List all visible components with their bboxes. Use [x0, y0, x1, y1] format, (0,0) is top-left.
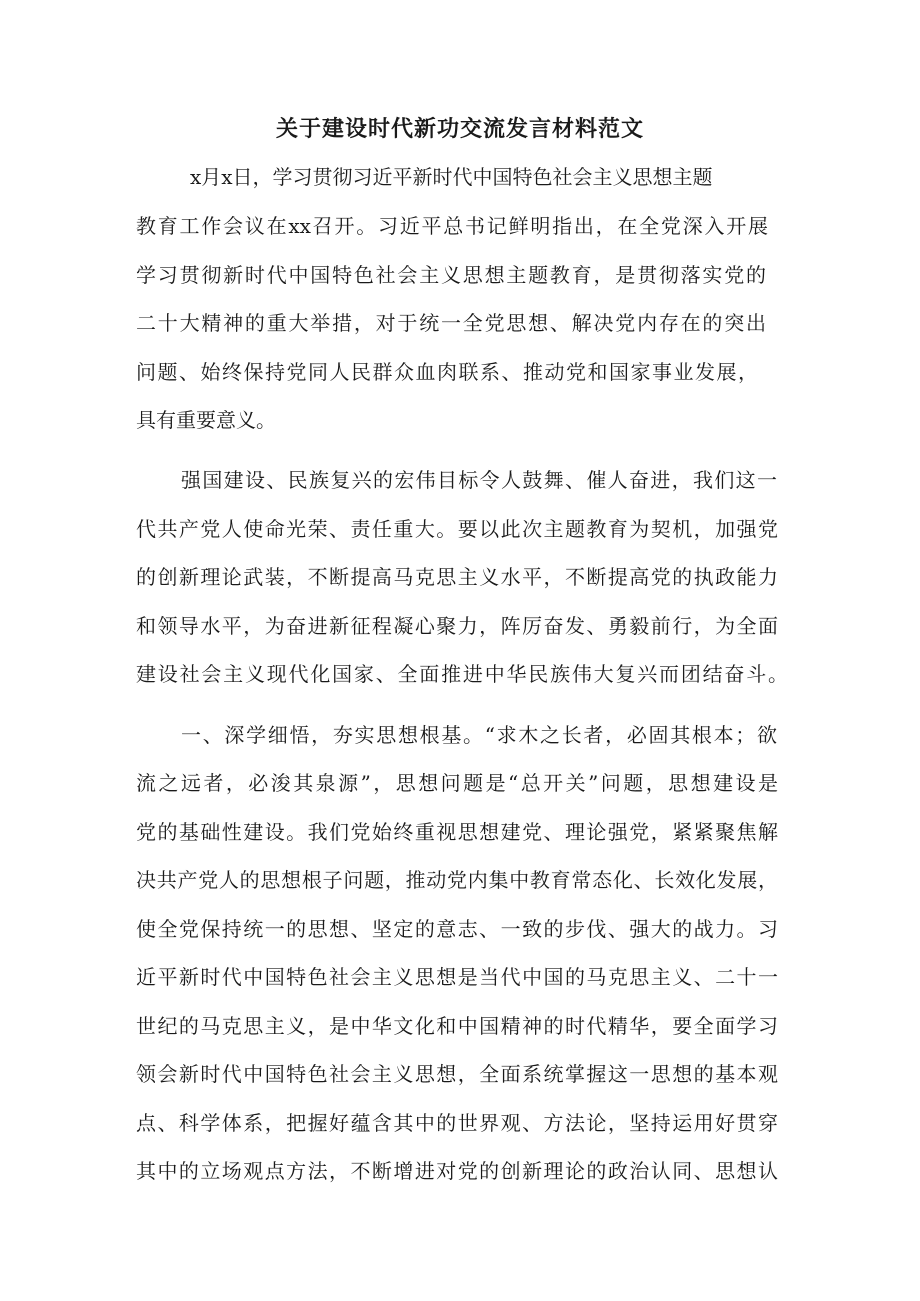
- paragraph-line: 流之远者，必浚其泉源”，思想问题是“总开关”问题，思想建设是: [136, 771, 778, 795]
- paragraph-line: 其中的立场观点方法，不断增进对党的创新理论的政治认同、思想认: [136, 1159, 778, 1183]
- paragraph-line: 问题、始终保持党同人民群众血肉联系、推动党和国家事业发展，: [136, 360, 758, 384]
- paragraph-line: 一、深学细悟，夯实思想根基。“求木之长者，必固其根本；欲: [181, 723, 777, 747]
- paragraph-line: 的创新理论武装，不断提高马克思主义水平，不断提高党的执政能力: [136, 565, 778, 589]
- paragraph-line: 使全党保持统一的思想、坚定的意志、一致的步伐、强大的战力。习: [136, 917, 778, 941]
- paragraph-line: 教育工作会议在xx召开。习近平总书记鲜明指出，在全党深入开展: [136, 214, 768, 238]
- paragraph-line: 世纪的马克思主义，是中华文化和中国精神的时代精华，要全面学习: [136, 1014, 778, 1038]
- paragraph-line: 和领导水平，为奋进新征程凝心聚力，阵厉奋发、勇毅前行，为全面: [136, 614, 778, 638]
- document-title: 关于建设时代新功交流发言材料范文: [275, 117, 644, 142]
- paragraph-line: 建设社会主义现代化国家、全面推进中华民族伟大复兴而团结奋斗。: [136, 662, 788, 686]
- paragraph-line: 领会新时代中国特色社会主义思想，全面系统掌握这一思想的基本观: [136, 1062, 778, 1086]
- paragraph-line: x月x日，学习贯彻习近平新时代中国特色社会主义思想主题: [190, 165, 713, 189]
- paragraph-line: 点、科学体系，把握好蕴含其中的世界观、方法论，坚持运用好贯穿: [136, 1111, 778, 1135]
- paragraph-line: 强国建设、民族复兴的宏伟目标令人鼓舞、催人奋进，我们这一: [181, 468, 777, 492]
- paragraph-line: 决共产党人的思想根子问题，推动党内集中教育常态化、长效化发展，: [136, 868, 778, 892]
- paragraph-line: 学习贯彻新时代中国特色社会主义思想主题教育，是贯彻落实党的: [136, 263, 766, 287]
- paragraph-line: 具有重要意义。: [136, 408, 276, 432]
- paragraph-line: 二十大精神的重大举措，对于统一全党思想、解决党内存在的突出: [136, 311, 766, 335]
- paragraph-line: 代共产党人使命光荣、责任重大。要以此次主题教育为契机，加强党: [136, 517, 778, 541]
- paragraph-line: 党的基础性建设。我们党始终重视思想建党、理论强党，紧紧聚焦解: [136, 820, 778, 844]
- paragraph-line: 近平新时代中国特色社会主义思想是当代中国的马克思主义、二十一: [136, 965, 778, 989]
